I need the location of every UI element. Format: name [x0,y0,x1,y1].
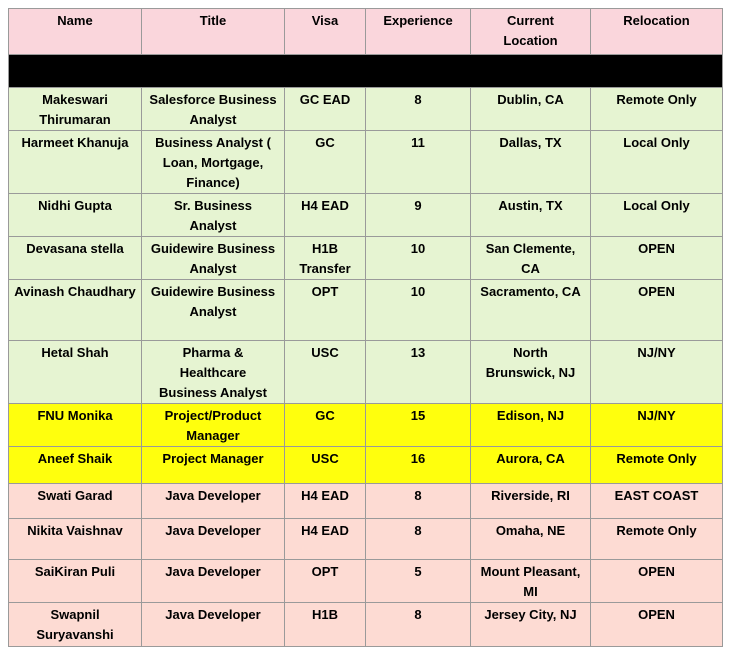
table-row [9,280,723,341]
cell-relocation: OPEN [591,280,723,341]
cell-experience: 10 [366,280,471,341]
cell-visa: OPT [285,560,366,603]
cell-location: Omaha, NE [471,519,591,560]
cell-relocation: Remote Only [591,447,723,484]
cell-relocation: NJ/NY [591,404,723,447]
cell-location: San Clemente, CA [471,237,591,280]
cell-name: Makeswari Thirumaran [9,88,142,131]
cell-name: SaiKiran Puli [9,560,142,603]
cell-experience: 13 [366,341,471,404]
header-relocation: Relocation [591,9,723,55]
header-name: Name [9,9,142,55]
cell-name: Harmeet Khanuja [9,131,142,194]
cell-title: Java Developer [142,560,285,603]
cell-visa: GC [285,131,366,194]
cell-title: Project Manager [142,447,285,484]
cell-name: Nidhi Gupta [9,194,142,237]
cell-title: Salesforce Business Analyst [142,88,285,131]
cell-location: Jersey City, NJ [471,603,591,647]
cell-visa: USC [285,447,366,484]
cell-relocation: NJ/NY [591,341,723,404]
cell-visa: USC [285,341,366,404]
table-row [9,194,723,237]
table-row [9,237,723,280]
cell-experience: 11 [366,131,471,194]
cell-name: Aneef Shaik [9,447,142,484]
table-row [9,131,723,194]
cell-experience: 9 [366,194,471,237]
cell-location: North Brunswick, NJ [471,341,591,404]
cell-location: Aurora, CA [471,447,591,484]
cell-relocation: OPEN [591,603,723,647]
cell-location: Dublin, CA [471,88,591,131]
cell-location: Sacramento, CA [471,280,591,341]
header-title: Title [142,9,285,55]
cell-experience: 8 [366,88,471,131]
table-row [9,519,723,560]
cell-experience: 15 [366,404,471,447]
cell-title: Project/Product Manager [142,404,285,447]
cell-visa: H4 EAD [285,194,366,237]
cell-location: Riverside, RI [471,484,591,519]
table-row [9,603,723,647]
cell-experience: 8 [366,519,471,560]
cell-title: Sr. Business Analyst [142,194,285,237]
header-experience: Experience [366,9,471,55]
cell-location: Austin, TX [471,194,591,237]
cell-relocation: Local Only [591,131,723,194]
cell-experience: 16 [366,447,471,484]
divider-row [9,55,723,88]
cell-visa: GC EAD [285,88,366,131]
cell-title: Guidewire Business Analyst [142,280,285,341]
cell-visa: OPT [285,280,366,341]
cell-location: Edison, NJ [471,404,591,447]
cell-experience: 10 [366,237,471,280]
cell-name: FNU Monika [9,404,142,447]
table-row [9,404,723,447]
cell-relocation: Local Only [591,194,723,237]
table-row [9,88,723,131]
cell-name: Swati Garad [9,484,142,519]
cell-location: Mount Pleasant, MI [471,560,591,603]
cell-title: Guidewire Business Analyst [142,237,285,280]
cell-title: Java Developer [142,603,285,647]
table-row [9,560,723,603]
cell-visa: H1B [285,603,366,647]
cell-visa: GC [285,404,366,447]
divider-cell [9,55,723,88]
cell-experience: 8 [366,603,471,647]
cell-title: Java Developer [142,484,285,519]
cell-name: Hetal Shah [9,341,142,404]
cell-relocation: OPEN [591,560,723,603]
candidates-table [8,8,723,647]
cell-name: Devasana stella [9,237,142,280]
cell-visa: H4 EAD [285,519,366,560]
cell-experience: 5 [366,560,471,603]
cell-name: Swapnil Suryavanshi [9,603,142,647]
cell-name: Nikita Vaishnav [9,519,142,560]
cell-title: Business Analyst ( Loan, Mortgage, Finance) [142,131,285,194]
cell-visa: H4 EAD [285,484,366,519]
cell-relocation: Remote Only [591,88,723,131]
table-row [9,341,723,404]
cell-experience: 8 [366,484,471,519]
cell-title: Java Developer [142,519,285,560]
cell-title: Pharma & Healthcare Business Analyst [142,341,285,404]
cell-relocation: OPEN [591,237,723,280]
header-visa: Visa [285,9,366,55]
header-current-location: Current Location [471,9,591,55]
cell-name: Avinash Chaudhary [9,280,142,341]
table-row [9,484,723,519]
cell-visa: H1B Transfer [285,237,366,280]
cell-relocation: EAST COAST [591,484,723,519]
cell-location: Dallas, TX [471,131,591,194]
table-row [9,447,723,484]
cell-relocation: Remote Only [591,519,723,560]
header-row [9,9,723,55]
